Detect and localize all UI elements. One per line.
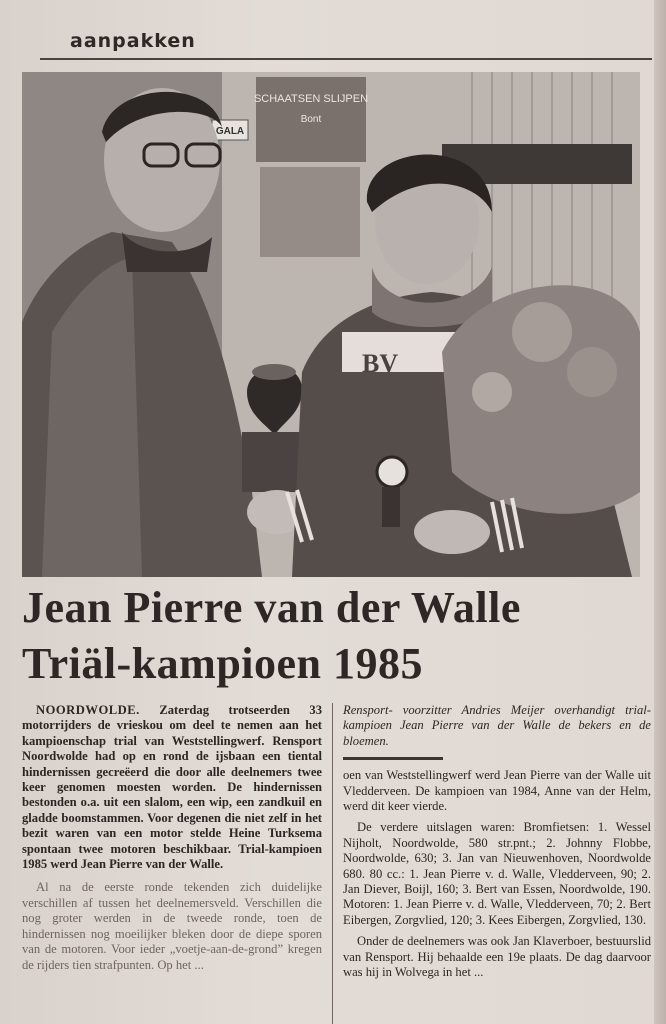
section-label: aanpakken bbox=[70, 30, 196, 52]
sign-text: GALA bbox=[215, 126, 245, 137]
results-paragraph-1: oen van Weststellingwerf werd Jean Pierre van der Walle uit Vledderveen. De kampioen van 1984, Anne van der Helm, werd dit keer vierde. bbox=[343, 768, 651, 814]
photo-caption: Rensport- voorzitter Andries Meijer overhandigt trial-kampioen Jean Pierre van der Walle de bekers en de bloemen. bbox=[343, 703, 651, 748]
results-paragraph-2: De verdere uitslagen waren: Bromfietsen: 1. Wessel Nijholt, Noordwolde, 580 str.pnt.; 2. Johnny Flobbe, Noordwolde, 630; 3. Jan van Nieuwenhoven, Noordwolde 680. 80 cc.: 1. Jean Pierre v. d. Walle, Vledderveen, 90; 2. Jan Diever, Boijl, 160; 3. Bert van Essen, Noordwolde, 190. Motoren: 1. Jean Pierre v. d. Walle, Vledderveen, 70; 2. Bert Eibergen, Zorgvlied, 120; 3. Kees Eibergen, Zorgvlied, 130. bbox=[343, 820, 651, 927]
lead-paragraph: Zaterdag trotseerden 33 motorrijders de vrieskou om deel te nemen aan het kampioenschap trial van Weststellingwerf. Rensport Noordwolde had op en rond de ijsbaan een tiental hindernissen gecreëerd die door alle deelnemers twee keer genomen moesten worden. De hindernissen bestonden o.a. uit een slalom, een wip, een zandkuil en gladde boomstammen. Voor degenen die niet zelf in het bezit waren van een motor stelde Heine Turksema spontaan twee motoren beschikbaar. Trial-kampioen 1985 werd Jean Pierre van der Walle. bbox=[22, 703, 323, 872]
poster-text: SCHAATSEN SLIJPEN bbox=[253, 93, 369, 105]
article-column-right bbox=[343, 703, 651, 981]
headline-line-2: Triäl-kampioen 1985 bbox=[22, 639, 424, 688]
article-column-left bbox=[22, 703, 322, 973]
news-photo bbox=[22, 72, 640, 577]
poster-sub: Bont bbox=[300, 114, 322, 125]
headline-line-1: Jean Pierre van der Walle bbox=[22, 583, 521, 632]
caption-rule bbox=[343, 757, 443, 760]
dateline: NOORDWOLDE. bbox=[36, 703, 140, 717]
body-paragraph: Al na de eerste ronde tekenden zich duidelijke verschillen af tussen het deelnemersveld. Verschillen die nog groter werden in de tweede ronde, toen de hindernissen nog moeilijker bleken door de diepe sporen van de motoren. Voor ieder „voetje-aan-de-grond” kregen de rijders tien strafpunten. Op het ... bbox=[22, 880, 322, 972]
results-paragraph-3: Onder de deelnemers was ook Jan Klaverboer, bestuurslid van Rensport. Hij behaalde een 19e plaats. De dag daarvoor was hij in Wolvega in het ... bbox=[343, 934, 651, 980]
sweater-text: BV bbox=[362, 349, 399, 378]
page-edge bbox=[654, 0, 666, 1024]
column-divider bbox=[332, 703, 333, 1024]
top-rule bbox=[40, 58, 652, 60]
